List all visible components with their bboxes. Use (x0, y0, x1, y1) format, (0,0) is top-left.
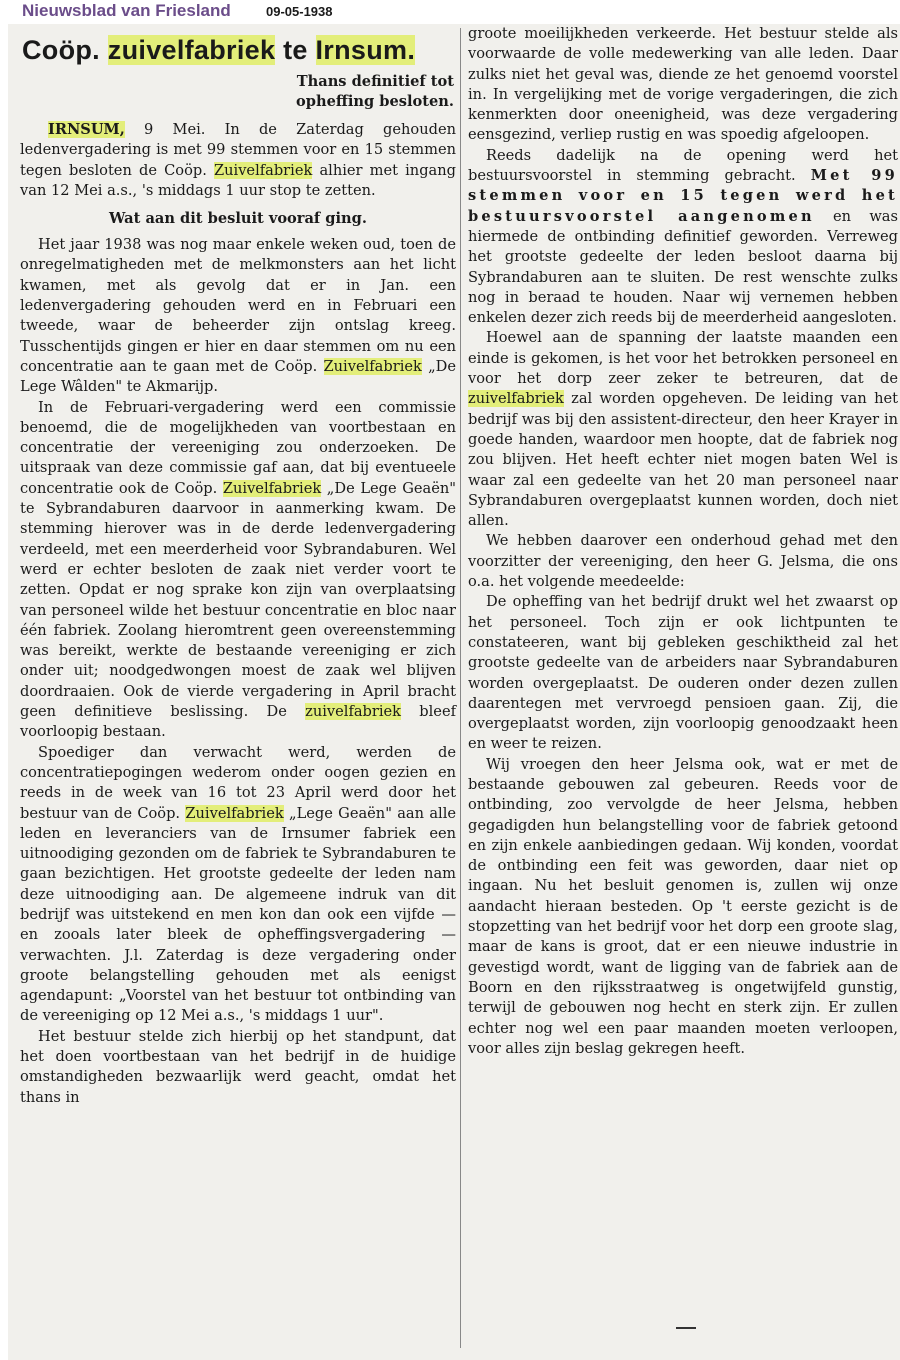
right-column (468, 24, 898, 1059)
highlight-term: Irnsum. (315, 35, 416, 65)
article-subtitle: Thans definitief tot opheffing besloten. (296, 73, 454, 110)
archive-header (0, 0, 900, 24)
paragraph: Het jaar 1938 was nog maar enkele weken oud, toen de onregelmatigheden met de melkmonsters aan het licht kwamen, met als gevolg dat er in Jan. een ledenvergadering gehouden werd en in Februari een tweede, waar de beheerder zijn ontslag kreeg. Tusschentijds gingen er hier en daar stemmen om nu een concentratie aan te gaan met de Coöp. Zuivelfabriek „De Lege Wâlden" te Akmarijp. (20, 236, 456, 396)
section-heading: Wat aan dit besluit vooraf ging. (109, 210, 367, 228)
highlight-term: Zuivelfabriek (222, 479, 322, 497)
highlight-term: Zuivelfabriek (323, 357, 422, 375)
paragraph: groote moeilijkheden verkeerde. Het bestuur stelde als voorwaarde de volle medewerking van alle leden. Daar zulks niet het geval was, diende ze het genoemd voorstel in. In vergelijking met de vorige vergaderingen, die zich kenmerkten door oneenigheid, was deze vergadering eensgezind, verliep rustig en was spoedig afgeloopen. (468, 25, 898, 144)
end-mark (676, 1327, 696, 1329)
paragraph: Reeds dadelijk na de opening werd het bestuursvoorstel in stemming gebracht. Met 99 stemmen voor en 15 tegen werd het bestuursvoorstel aangenomen en was hiermede de ontbinding definitief geworden. Verreweg het grootste gedeelte der leden besloot daarna bij Sybrandaburen aan te sluiten. De rest wenschte zulks nog in beraad te houden. Naar wij vernemen hebben enkelen dezer zich reeds bij de meerderheid aangesloten. (468, 146, 898, 327)
newspaper-clipping (8, 24, 900, 1360)
highlight-term: zuivelfabriek (107, 35, 276, 65)
highlight-term: IRNSUM, (48, 121, 125, 138)
paragraph: IRNSUM, 9 Mei. In de Zaterdag gehouden ledenvergadering is met 99 stemmen voor en 15 stemmen tegen besloten de Coöp. Zuivelfabriek alhier met ingang van 12 Mei a.s., 's middags 1 uur stop te zetten. (20, 121, 456, 199)
newspaper-name[interactable]: Nieuwsblad van Friesland (22, 1, 231, 20)
paragraph: We hebben daarover een onderhoud gehad met den voorzitter der vereeniging, den heer G. Jelsma, die ons o.a. het volgende meedeelde: (468, 532, 898, 591)
highlight-term: Zuivelfabriek (185, 804, 284, 822)
publication-date: 09-05-1938 (266, 4, 333, 19)
spaced-emphasis: Met 99 stemmen voor en 15 tegen werd het bestuursvoorstel aangenomen (468, 167, 898, 225)
paragraph: Wij vroegen den heer Jelsma ook, wat er met de bestaande gebouwen zal gebeuren. Reeds voor de ontbinding, zoo vervolgde de heer Jelsma, hebben gegadigden hun belangstelling voor de fabriek getoond en zijn enkele aanbiedingen gedaan. Wij konden, voordat de ontbinding een feit was geworden, daar niet op ingaan. Nu het besluit genomen is, zullen wij onze aandacht hieraan besteden. Op 't eerste gezicht is de stopzetting van het bedrijf voor het dorp een groote slag, maar de kans is groot, dat er een nieuwe industrie in gevestigd wordt, want de ligging van de fabriek aan de Boorn en den rijksstraatweg is ongetwijfeld gunstig, terwijl de gebouwen nog hecht en sterk zijn. Er zullen echter nog wel een paar maanden moeten verloopen, voor alles zijn beslag gekregen heeft. (468, 755, 898, 1057)
highlight-term: Zuivelfabriek (213, 161, 313, 179)
column-divider (460, 28, 461, 1348)
highlight-term: zuivelfabriek (305, 703, 402, 721)
paragraph: Hoewel aan de spanning der laatste maanden een einde is gekomen, is het voor het betrokken personeel en voor het dorp zeer zeker te betreuren, dat de zuivelfabriek zal worden opgeheven. De leiding van het bedrijf was bij den assistent-directeur, den heer Krayer in goede handen, waardoor men hoopte, dat de fabriek nog zou blijven. Het heeft echter niet mogen baten Wel is waar zal een gedeelte van het 20 man personeel naar Sybrandaburen overgeplaatst kunnen worden, doch niet allen. (468, 329, 898, 530)
highlight-term: zuivelfabriek (468, 390, 564, 408)
left-column (20, 24, 456, 1108)
paragraph: Het bestuur stelde zich hierbij op het standpunt, dat het doen voortbestaan van het bedrijf in de huidige omstandigheden bezwaarlijk werd geacht, omdat het thans in (20, 1027, 456, 1106)
paragraph: In de Februari-vergadering werd een commissie benoemd, die de mogelijkheden van voortbestaan en concentratie der vereeniging zou onderzoeken. De uitspraak van deze commissie gaf aan, dat bij eventueele concentratie ook de Coöp. Zuivelfabriek „De Lege Geaën" te Sybrandaburen daarvoor in aanmerking kwam. De stemming hierover was in de derde ledenvergadering verdeeld, met een meerderheid voor Sybrandaburen. Wel werd er echter besloten de zaak niet verder voort te zetten. Opdat er nog sprake kon zijn van overplaatsing van personeel wilde het bestuur concentratie en bloc naar één fabriek. Zoolang hieromtrent geen overeenstemming was bereikt, werkte de bestaande vereeniging er zich onder uit; noodgedwongen moest de zaak wel blijven doordraaien. Ook de vierde vergadering in April bracht geen definitieve beslissing. De zuivelfabriek bleef voorloopig bestaan. (20, 398, 456, 741)
paragraph: Spoediger dan verwacht werd, werden de concentratiepogingen wederom onder oogen gezien en reeds in de week van 16 tot 23 April werd door het bestuur van de Coöp. Zuivelfabriek „Lege Geaën" aan alle leden en leveranciers van de Irnsumer fabriek een uitnoodiging gezonden om de fabriek te Sybrandaburen te gaan bezichtigen. Het grootste gedeelte der leden nam deze uitnoodiging aan. De algemeene indruk van dit bedrijf was uitstekend en men kon dan ook een vijfde — en zooals later bleek de opheffingsvergadering — verwachten. J.l. Zaterdag is deze vergadering onder groote belangstelling gehouden met als eenigst agendapunt: „Voorstel van het bestuur tot ontbinding van de vereeniging op 12 Mei a.s., 's middags 1 uur". (20, 743, 456, 1025)
paragraph: De opheffing van het bedrijf drukt wel het zwaarst op het personeel. Toch zijn er ook lichtpunten te constateeren, want bij gebleken geschiktheid zal het grootste gedeelte van de arbeiders naar Sybrandaburen worden overgeplaatst. De ouderen onder dezen zullen daarentegen met vervroegd pensioen gaan. Zij, die overgeplaatst worden, zijn voorloopig genoodzaakt heen en weer te reizen. (468, 593, 898, 753)
article-title: Coöp. zuivelfabriek te Irnsum. (22, 35, 416, 65)
